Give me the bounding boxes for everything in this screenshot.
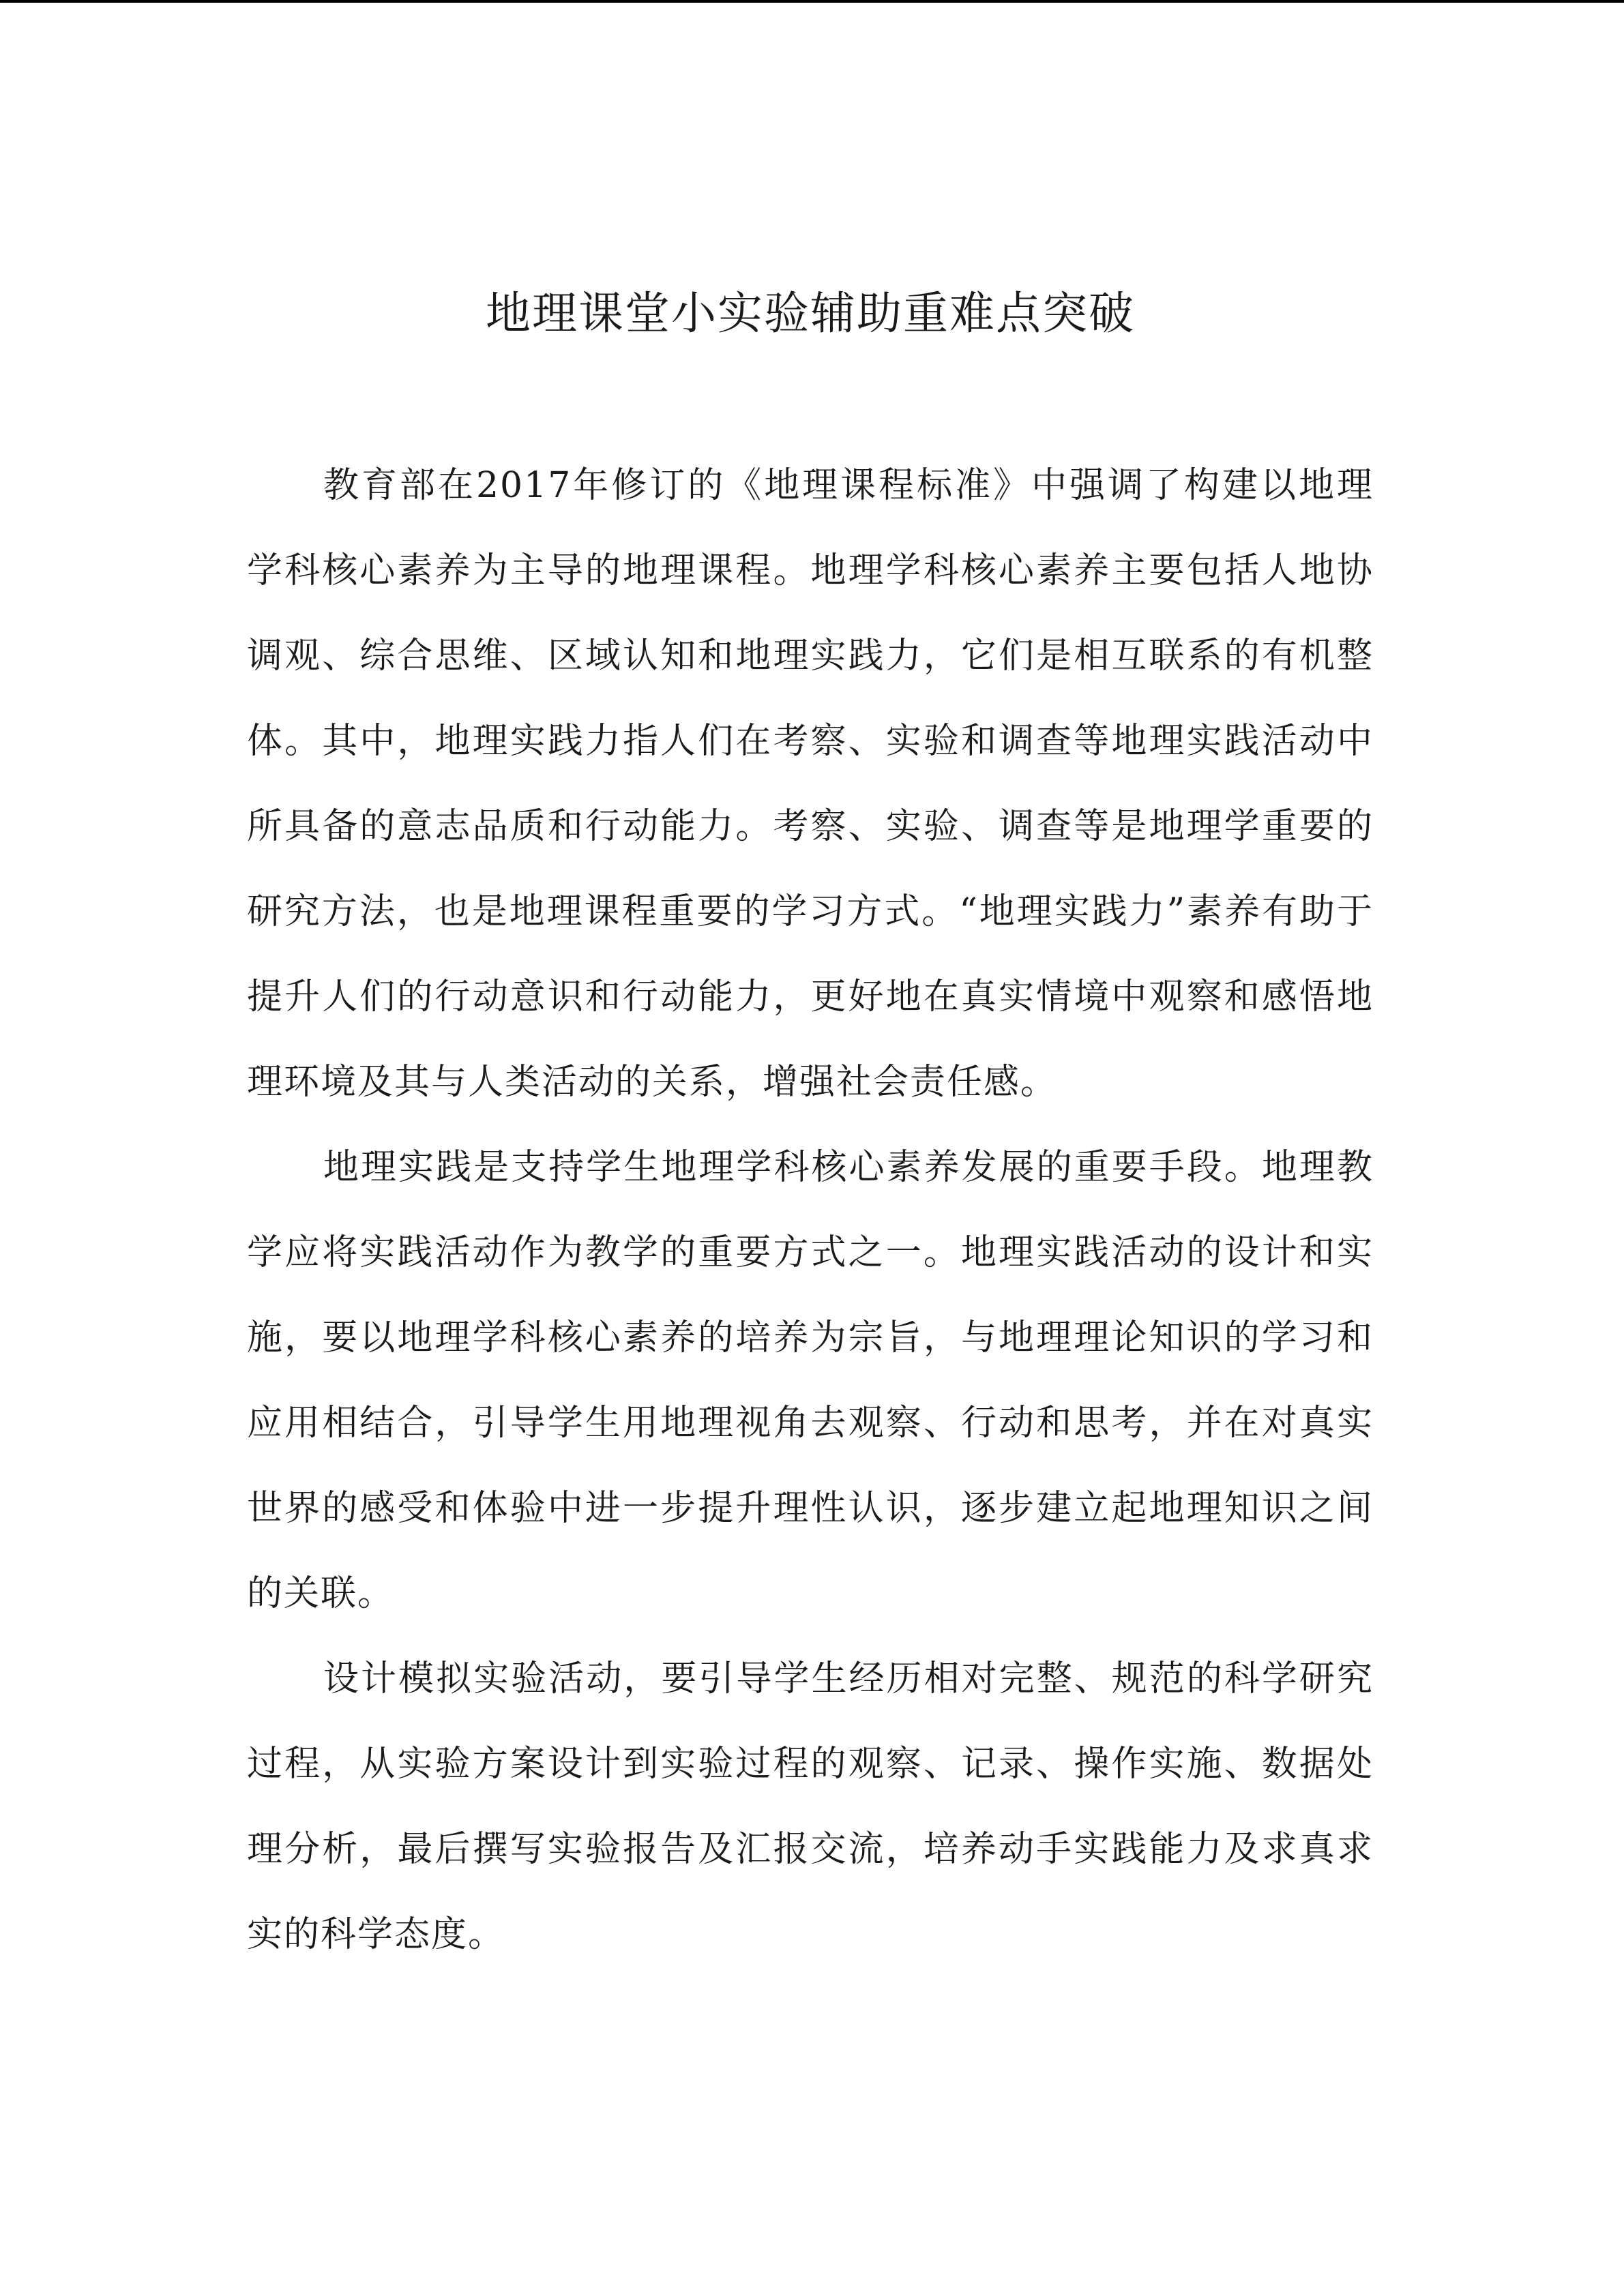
paragraph-3: 设计模拟实验活动，要引导学生经历相对完整、规范的科学研究过程，从实验方案设计到实验过程的观察、记录、操作实施、数据处理分析，最后撰写实验报告及汇报交流，培养动手实践能力及求真求实的科学态度。 [247, 1658, 1374, 1955]
page-top-border [0, 0, 1624, 3]
document-title: 地理课堂小实验辅助重难点突破 [486, 287, 1135, 340]
paragraph-2: 地理实践是支持学生地理学科核心素养发展的重要手段。地理教学应将实践活动作为教学的重要方式之一。地理实践活动的设计和实施，要以地理学科核心素养的培养为宗旨，与地理理论知识的学习和应用相结合，引导学生用地理视角去观察、行动和思考，并在对真实世界的感受和体验中进一步提升理性认识，逐步建立起地理知识之间的关联。 [247, 1147, 1374, 1614]
document-page [247, 280, 1374, 1978]
paragraph-1: 教育部在2017年修订的《地理课程标准》中强调了构建以地理学科核心素养为主导的地理课程。地理学科核心素养主要包括人地协调观、综合思维、区域认知和地理实践力，它们是相互联系的有机整体。其中，地理实践力指人们在考察、实验和调查等地理实践活动中所具备的意志品质和行动能力。考察、实验、调查等是地理学重要的研究方法，也是地理课程重要的学习方式。“地理实践力”素养有助于提升人们的行动意识和行动能力，更好地在真实情境中观察和感悟地理环境及其与人类活动的关系，增强社会责任感。 [247, 465, 1374, 1103]
